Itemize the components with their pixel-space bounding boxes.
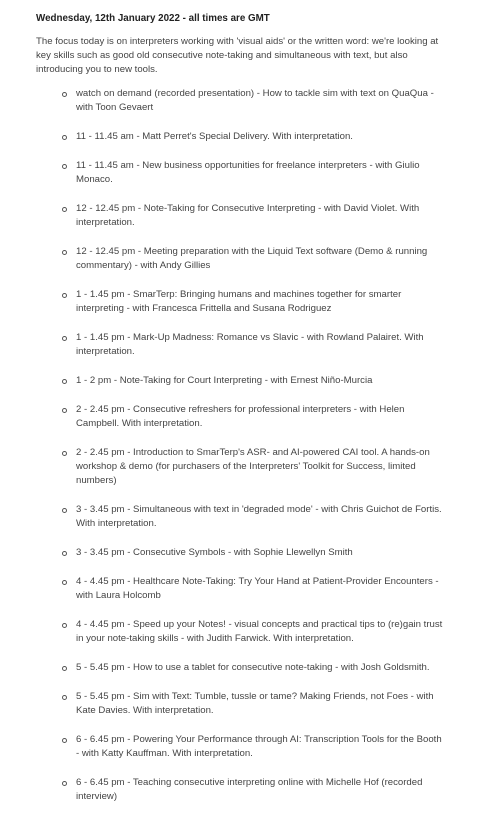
list-item	[76, 446, 449, 488]
session-text: 1 - 1.45 pm - Mark-Up Madness: Romance vs Slavic - with Rowland Palairet. With interpretation.	[76, 332, 424, 357]
list-item	[76, 776, 449, 804]
bullet-circle-icon	[62, 580, 67, 585]
bullet-circle-icon	[62, 738, 67, 743]
session-list	[36, 87, 449, 804]
list-item	[76, 331, 449, 359]
session-text: 4 - 4.45 pm - Speed up your Notes! - visual concepts and practical tips to (re)gain trust in your note-taking skills - with Judith Farwick. With interpretation.	[76, 619, 443, 644]
session-text: 3 - 3.45 pm - Consecutive Symbols - with Sophie Llewellyn Smith	[76, 547, 353, 558]
bullet-circle-icon	[62, 92, 67, 97]
bullet-circle-icon	[62, 508, 67, 513]
list-item	[76, 618, 449, 646]
list-item	[76, 159, 449, 187]
bullet-circle-icon	[62, 250, 67, 255]
session-text: 5 - 5.45 pm - How to use a tablet for consecutive note-taking - with Josh Goldsmith.	[76, 662, 430, 673]
bullet-circle-icon	[62, 781, 67, 786]
bullet-circle-icon	[62, 408, 67, 413]
bullet-circle-icon	[62, 293, 67, 298]
list-item	[76, 733, 449, 761]
session-text: 5 - 5.45 pm - Sim with Text: Tumble, tussle or tame? Making Friends, not Foes - with Kate Davies. With interpretation.	[76, 691, 434, 716]
session-text: 11 - 11.45 am - New business opportunities for freelance interpreters - with Giulio Monaco.	[76, 160, 420, 185]
bullet-circle-icon	[62, 623, 67, 628]
list-item	[76, 503, 449, 531]
bullet-circle-icon	[62, 135, 67, 140]
session-text: 6 - 6.45 pm - Powering Your Performance through AI: Transcription Tools for the Booth - with Katty Kauffman. With interpretation.	[76, 734, 442, 759]
list-item	[76, 690, 449, 718]
list-item	[76, 202, 449, 230]
list-item	[76, 575, 449, 603]
bullet-circle-icon	[62, 451, 67, 456]
list-item	[76, 374, 449, 388]
bullet-circle-icon	[62, 336, 67, 341]
session-text: 2 - 2.45 pm - Introduction to SmarTerp's ASR- and AI-powered CAI tool. A hands-on workshop & demo (for purchasers of the Interpreters' Toolkit for Success, limited numbers)	[76, 447, 430, 486]
session-text: 6 - 6.45 pm - Teaching consecutive interpreting online with Michelle Hof (recorded interview)	[76, 777, 423, 802]
list-item	[76, 288, 449, 316]
list-item	[76, 130, 449, 144]
session-text: 1 - 1.45 pm - SmarTerp: Bringing humans and machines together for smarter interpreting - with Francesca Frittella and Susana Rodriguez	[76, 289, 402, 314]
intro-paragraph: The focus today is on interpreters working with 'visual aids' or the written word: we're looking at key skills such as good old consecutive note-taking and simultaneous with text, but also introducing you to new tools.	[36, 36, 439, 75]
day-heading: Wednesday, 12th January 2022 - all times are GMT	[36, 13, 270, 24]
list-item	[76, 245, 449, 273]
list-item	[76, 403, 449, 431]
bullet-circle-icon	[62, 551, 67, 556]
bullet-circle-icon	[62, 666, 67, 671]
session-text: 2 - 2.45 pm - Consecutive refreshers for professional interpreters - with Helen Campbell. With interpretation.	[76, 404, 405, 429]
bullet-circle-icon	[62, 695, 67, 700]
session-text: 12 - 12.45 pm - Meeting preparation with the Liquid Text software (Demo & running commentary) - with Andy Gillies	[76, 246, 428, 271]
session-text: 3 - 3.45 pm - Simultaneous with text in 'degraded mode' - with Chris Guichot de Fortis. With interpretation.	[76, 504, 442, 529]
session-text: 1 - 2 pm - Note-Taking for Court Interpreting - with Ernest Niño-Murcia	[76, 375, 373, 386]
bullet-circle-icon	[62, 207, 67, 212]
session-text: watch on demand (recorded presentation) - How to tackle sim with text on QuaQua - with Toon Gevaert	[76, 88, 434, 113]
list-item	[76, 546, 449, 560]
bullet-circle-icon	[62, 379, 67, 384]
session-text: 11 - 11.45 am - Matt Perret's Special Delivery. With interpretation.	[76, 131, 353, 142]
list-item	[76, 87, 449, 115]
list-item	[76, 661, 449, 675]
session-text: 4 - 4.45 pm - Healthcare Note-Taking: Try Your Hand at Patient-Provider Encounters - with Laura Holcomb	[76, 576, 439, 601]
bullet-circle-icon	[62, 164, 67, 169]
session-text: 12 - 12.45 pm - Note-Taking for Consecutive Interpreting - with David Violet. With interpretation.	[76, 203, 420, 228]
